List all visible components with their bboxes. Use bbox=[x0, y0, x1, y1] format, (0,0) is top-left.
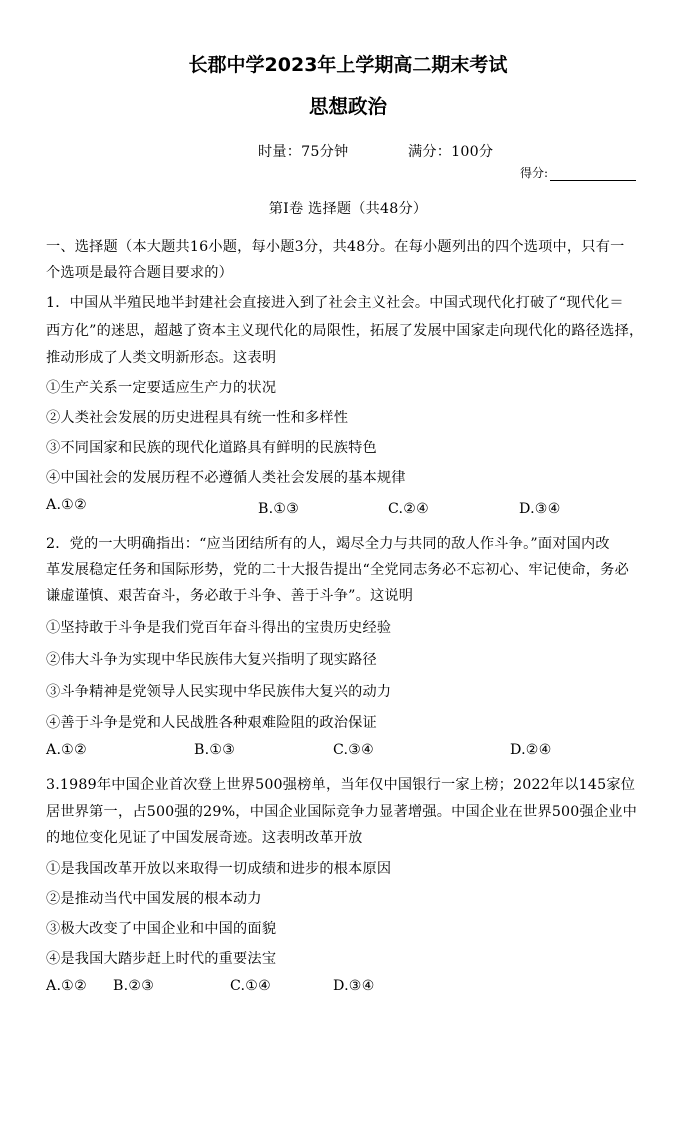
q3-item-4: ④是我国大踏步赶上时代的重要法宝 bbox=[46, 951, 277, 967]
subject-title: 思想政治 bbox=[308, 95, 387, 118]
q1-option-b: B.①③ bbox=[258, 501, 300, 517]
q1-option-a: A.①② bbox=[46, 497, 87, 513]
q2-stem-line-3: 谦虚谨慎、艰苦奋斗，务必敢于斗争、善于斗争”。这说明 bbox=[46, 588, 414, 604]
q1-stem-line-3: 推动形成了人类文明新形态。这表明 bbox=[46, 350, 277, 366]
q2-option-b: B.①③ bbox=[194, 742, 236, 758]
q2-item-3: ③斗争精神是党领导人民实现中华民族伟大复兴的动力 bbox=[46, 684, 392, 700]
full-score: 满分：100分 bbox=[408, 144, 494, 160]
score-blank bbox=[550, 166, 636, 181]
q3-item-1: ①是我国改革开放以来取得一切成绩和进步的根本原因 bbox=[46, 861, 392, 877]
q2-item-1: ①坚持敢于斗争是我们党百年奋斗得出的宝贵历史经验 bbox=[46, 620, 392, 636]
q2-item-2: ②伟大斗争为实现中华民族伟大复兴指明了现实路径 bbox=[46, 652, 377, 668]
section-title: 第Ⅰ卷 选择题（共48分） bbox=[268, 201, 428, 217]
exam-title: 长郡中学2023年上学期高二期末考试 bbox=[188, 54, 508, 76]
q1-item-2: ②人类社会发展的历史进程具有统一性和多样性 bbox=[46, 410, 349, 426]
q3-item-3: ③极大改变了中国企业和中国的面貌 bbox=[46, 921, 277, 937]
q3-item-2: ②是推动当代中国发展的根本动力 bbox=[46, 891, 262, 907]
instructions-line-2: 个选项是最符合题目要求的） bbox=[46, 265, 234, 281]
q3-stem-line-1: 3.1989年中国企业首次登上世界500强榜单，当年仅中国银行一家上榜；2022年以145家位 bbox=[46, 777, 636, 793]
q1-item-4: ④中国社会的发展历程不必遵循人类社会发展的基本规律 bbox=[46, 470, 406, 486]
instructions-line-1: 一、选择题（本大题共16小题，每小题3分，共48分。在每小题列出的四个选项中，只有一 bbox=[46, 239, 625, 255]
q3-option-d: D.③④ bbox=[333, 978, 375, 994]
q2-item-4: ④善于斗争是党和人民战胜各种艰难险阻的政治保证 bbox=[46, 715, 377, 731]
score-label: 得分: bbox=[520, 166, 549, 180]
q1-stem-line-2: 西方化”的迷思，超越了资本主义现代化的局限性，拓展了发展中国家走向现代化的路径选择， bbox=[46, 323, 644, 339]
q2-option-c: C.③④ bbox=[333, 742, 375, 758]
exam-time: 时量：75分钟 bbox=[258, 144, 349, 160]
q1-option-c: C.②④ bbox=[388, 501, 430, 517]
q1-option-d: D.③④ bbox=[519, 501, 561, 517]
q2-stem-line-2: 革发展稳定任务和国际形势，党的二十大报告提出“全党同志务必不忘初心、牢记使命，务必 bbox=[46, 562, 629, 578]
q3-stem-line-2: 居世界第一，占500强的29%，中国企业国际竞争力显著增强。中国企业在世界500强企业中 bbox=[46, 804, 638, 820]
score-field bbox=[520, 164, 636, 181]
q2-option-a: A.①② bbox=[46, 742, 87, 758]
q3-stem-line-3: 的地位变化见证了中国发展奇迹。这表明改革开放 bbox=[46, 830, 363, 846]
q3-option-a: A.①② bbox=[46, 978, 87, 994]
q3-option-b: B.②③ bbox=[113, 978, 155, 994]
q1-stem-line-1: 1．中国从半殖民地半封建社会直接进入到了社会主义社会。中国式现代化打破了“现代化＝ bbox=[46, 295, 624, 311]
q2-stem-line-1: 2．党的一大明确指出：“应当团结所有的人，竭尽全力与共同的敌人作斗争。”面对国内改 bbox=[46, 536, 610, 552]
q1-item-1: ①生产关系一定要适应生产力的状况 bbox=[46, 380, 277, 396]
q1-item-3: ③不同国家和民族的现代化道路具有鲜明的民族特色 bbox=[46, 440, 377, 456]
q3-option-c: C.①④ bbox=[230, 978, 272, 994]
q2-option-d: D.②④ bbox=[510, 742, 552, 758]
